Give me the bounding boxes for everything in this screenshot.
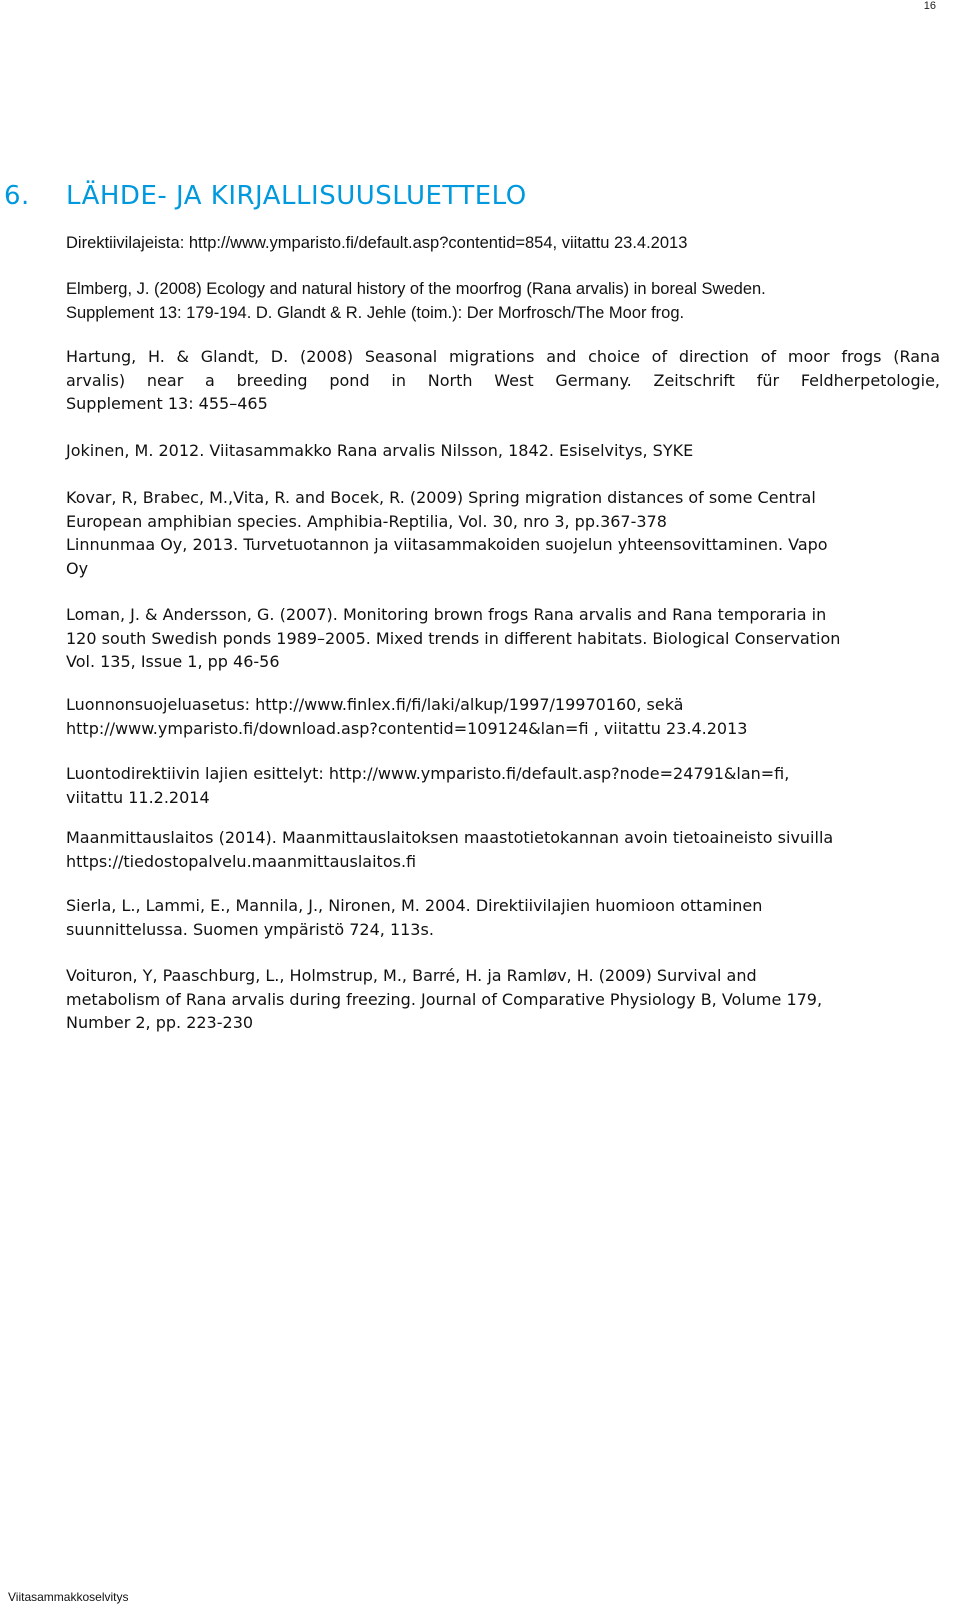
reference-line: European amphibian species. Amphibia-Reptilia, Vol. 30, nro 3, pp.367-378	[66, 511, 667, 531]
reference-line: Luontodirektiivin lajien esittelyt: http://www.ymparisto.fi/default.asp?node=24791&lan=fi,	[66, 764, 790, 783]
reference-maanmittauslaitos	[66, 826, 940, 873]
reference-line: Sierla, L., Lammi, E., Mannila, J., Nironen, M. 2004. Direktiivilajien huomioon ottaminen	[66, 896, 763, 915]
reference-elmberg	[66, 278, 940, 325]
reference-hartung	[66, 345, 940, 416]
reference-line: Kovar, R, Brabec, M.,Vita, R. and Bocek, R. (2009) Spring migration distances of some Central	[66, 488, 816, 507]
reference-line: Jokinen, M. 2012. Viitasammakko Rana arvalis Nilsson, 1842. Esiselvitys, SYKE	[66, 441, 694, 460]
reference-line: viitattu 11.2.2014	[66, 787, 210, 807]
reference-line: Supplement 13: 179-194. D. Glandt & R. Jehle (toim.): Der Morfrosch/The Moor frog.	[66, 303, 685, 322]
reference-line: metabolism of Rana arvalis during freezing. Journal of Comparative Physiology B, Volume 179,	[66, 989, 823, 1009]
reference-line: Hartung, H. & Glandt, D. (2008) Seasonal migrations and choice of direction of moor frogs (Rana	[66, 347, 940, 366]
reference-kovar	[66, 486, 940, 580]
reference-direktiivilajeista	[66, 232, 940, 256]
reference-line: Voituron, Y, Paaschburg, L., Holmstrup, M., Barré, H. ja Ramløv, H. (2009) Survival and	[66, 966, 757, 985]
reference-luonnonsuojeluasetus	[66, 693, 940, 740]
reference-line: Supplement 13: 455–465	[66, 394, 268, 413]
reference-voituron	[66, 964, 940, 1035]
reference-line: Maanmittauslaitos (2014). Maanmittauslaitoksen maastotietokannan avoin tietoaineisto sivuilla	[66, 828, 834, 847]
footer-title: Viitasammakkoselvitys	[8, 1590, 129, 1604]
reference-line: Vol. 135, Issue 1, pp 46-56	[66, 652, 280, 671]
reference-line: arvalis) near a breeding pond in North West Germany. Zeitschrift für Feldherpetologie,	[66, 370, 940, 390]
reference-jokinen	[66, 439, 940, 463]
reference-luontodirektiivin	[66, 762, 940, 809]
reference-line: Number 2, pp. 223-230	[66, 1013, 254, 1032]
reference-line: suunnittelussa. Suomen ympäristö 724, 113s.	[66, 919, 434, 939]
reference-line: Loman, J. & Andersson, G. (2007). Monitoring brown frogs Rana arvalis and Rana temporaria in	[66, 605, 827, 624]
reference-line: Direktiivilajeista: http://www.ymparisto.fi/default.asp?contentid=854, viitattu 23.4.2013	[66, 234, 688, 252]
page-number: 16	[923, 0, 936, 12]
reference-line: Linnunmaa Oy, 2013. Turvetuotannon ja viitasammakoiden suojelun yhteensovittaminen. Vapo	[66, 535, 828, 554]
section-number: 6.	[4, 181, 30, 211]
reference-loman	[66, 603, 940, 674]
reference-line: https://tiedostopalvelu.maanmittauslaitos.fi	[66, 851, 417, 871]
reference-line: Luonnonsuojeluasetus: http://www.finlex.fi/fi/laki/alkup/1997/19970160, sekä	[66, 695, 684, 714]
reference-line: Oy	[66, 558, 89, 578]
reference-sierla	[66, 894, 940, 941]
section-heading	[4, 181, 527, 211]
reference-line: 120 south Swedish ponds 1989–2005. Mixed trends in different habitats. Biological Conservation	[66, 628, 841, 648]
section-title: LÄHDE- JA KIRJALLISUUSLUETTELO	[66, 181, 527, 211]
reference-line: Elmberg, J. (2008) Ecology and natural history of the moorfrog (Rana arvalis) in boreal Sweden.	[66, 280, 766, 298]
reference-line: http://www.ymparisto.fi/download.asp?contentid=109124&lan=fi , viitattu 23.4.2013	[66, 718, 748, 738]
